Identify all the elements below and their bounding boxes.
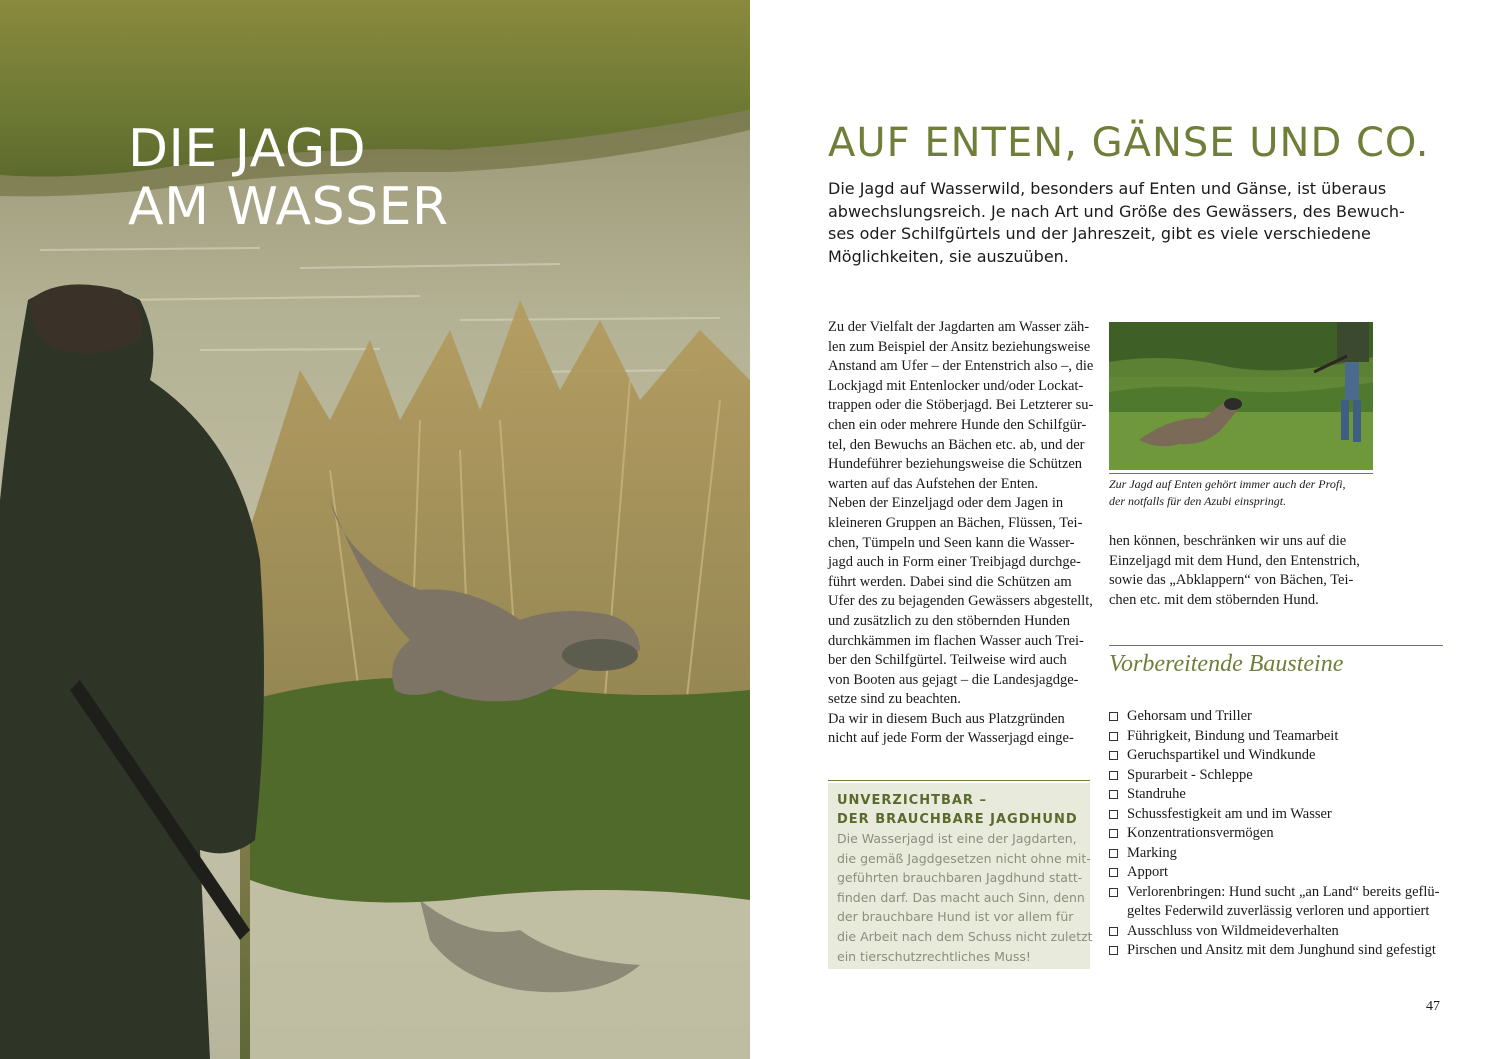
- section-heading: AUF ENTEN, GÄNSE UND CO.: [828, 120, 1430, 166]
- info-box-line: finden darf. Das macht auch Sinn, denn: [837, 889, 1085, 905]
- body-line: führt werden. Dabei sind die Schützen am: [828, 573, 1072, 590]
- body-line: warten auf das Aufstehen der Enten.: [828, 475, 1039, 492]
- body-line: Ufer des zu bejagenden Gewässers abgestellt,: [828, 593, 1093, 610]
- info-box-line: ein tierschutzrechtliches Muss!: [837, 948, 1031, 964]
- checklist-item: [1109, 941, 1439, 961]
- checklist-item: [1109, 727, 1439, 747]
- info-box-title-line: UNVERZICHTBAR –: [837, 793, 987, 808]
- checkbox-icon: [1109, 732, 1118, 741]
- checklist-item-label: Ausschluss von Wildmeideverhalten: [1127, 922, 1339, 939]
- body-line: Lockjagd mit Entenlocker und/oder Lockat-: [828, 377, 1084, 394]
- checklist-item: [1109, 824, 1439, 844]
- checklist-item-label: Schussfestigkeit am und im Wasser: [1127, 805, 1332, 822]
- info-box-title: [837, 791, 1078, 829]
- checklist-item: [1109, 766, 1439, 786]
- checkbox-icon: [1109, 829, 1118, 838]
- body-line: setze sind zu beachten.: [828, 691, 961, 708]
- body-line: chen ein oder mehrere Hunde den Schilfgür-: [828, 416, 1087, 433]
- body-line: von Booten aus gejagt – die Landesjagdge-: [828, 671, 1079, 688]
- checklist-item: [1109, 785, 1439, 805]
- checklist-item: [1109, 863, 1439, 883]
- checkbox-icon: [1109, 946, 1118, 955]
- info-box-title-line: DER BRAUCHBARE JAGDHUND: [837, 812, 1078, 827]
- info-box-text: [837, 829, 1093, 966]
- inset-photo-illustration: [1109, 322, 1373, 470]
- chapter-title: [128, 120, 449, 236]
- body-line: Einzeljagd mit dem Hund, den Entenstrich,: [1109, 552, 1360, 569]
- body-line: Da wir in diesem Buch aus Platzgründen: [828, 710, 1065, 727]
- body-line: tel, den Bewuchs an Bächen etc. ab, und der: [828, 436, 1085, 453]
- info-box-line: geführten brauchbaren Jagdhund statt-: [837, 870, 1083, 886]
- checklist-item-label: Standruhe: [1127, 786, 1186, 802]
- checkbox-icon: [1109, 810, 1118, 819]
- checklist-item-label: Apport: [1127, 864, 1169, 880]
- body-line: hen können, beschränken wir uns auf die: [1109, 533, 1347, 549]
- sidebar-rule: [1109, 645, 1443, 646]
- page-number: 47: [1426, 999, 1440, 1014]
- lead-paragraph: [828, 178, 1438, 268]
- body-line: sowie das „Abklappern“ von Bächen, Tei-: [1109, 572, 1354, 589]
- checklist-item-label: Konzentrationsvermögen: [1127, 825, 1274, 841]
- checkbox-icon: [1109, 849, 1118, 858]
- checklist-item: [1109, 707, 1439, 727]
- checkbox-icon: [1109, 790, 1118, 799]
- checklist-item-label: Marking: [1127, 844, 1177, 861]
- checklist-item-label: Geruchspartikel und Windkunde: [1127, 747, 1316, 763]
- caption-rule: [1109, 473, 1373, 474]
- checkbox-icon: [1109, 927, 1118, 936]
- checklist: [1109, 707, 1439, 961]
- body-line: durchkämmen im flachen Wasser auch Trei-: [828, 632, 1084, 649]
- body-line: kleineren Gruppen an Bächen, Flüssen, Tei-: [828, 514, 1083, 531]
- body-line: Anstand am Ufer – der Entenstrich also –, die: [828, 358, 1094, 375]
- body-line: jagd auch in Form einer Treibjagd durchge-: [828, 554, 1081, 571]
- checklist-item: [1109, 922, 1439, 942]
- info-box: [828, 783, 1093, 969]
- checklist-item: [1109, 746, 1439, 766]
- inset-photo-dog-retrieving: [1109, 322, 1373, 470]
- body-line: chen etc. mit dem stöbernden Hund.: [1109, 591, 1319, 608]
- text-page: [750, 0, 1500, 1059]
- body-line: nicht auf jede Form der Wasserjagd einge-: [828, 730, 1074, 747]
- checkbox-icon: [1109, 888, 1118, 897]
- caption-line: der notfalls für den Azubi einspringt.: [1109, 493, 1287, 508]
- checkbox-icon: [1109, 868, 1118, 877]
- checklist-item-label: Gehorsam und Triller: [1127, 708, 1252, 724]
- caption-line: Zur Jagd auf Enten gehört immer auch der Profi,: [1109, 477, 1346, 491]
- checklist-item-label: Verlorenbringen: Hund sucht „an Land“ bereits geflü-: [1127, 883, 1440, 900]
- sidebar-heading: Vorbereitende Bausteine: [1109, 651, 1344, 677]
- body-line: Hundeführer beziehungsweise die Schützen: [828, 456, 1083, 473]
- checklist-item-continuation: geltes Federwild zuverlässig verloren und apportiert: [1127, 903, 1430, 919]
- lead-line: abwechslungsreich. Je nach Art und Größe des Gewässers, des Bewuch-: [828, 201, 1405, 221]
- info-box-line: der brauchbare Hund ist vor allem für: [837, 909, 1074, 925]
- body-line: und zusätzlich zu den stöbernden Hunden: [828, 612, 1070, 629]
- checkbox-icon: [1109, 771, 1118, 780]
- info-box-line: Die Wasserjagd ist eine der Jagdarten,: [837, 831, 1077, 846]
- lead-line: ses oder Schilfgürtels und der Jahreszeit, gibt es viele verschiedene: [828, 224, 1371, 243]
- body-line: Zu der Vielfalt der Jagdarten am Wasser zäh-: [828, 319, 1090, 335]
- checklist-item-label: Pirschen und Ansitz mit dem Junghund sind gefestigt: [1127, 942, 1436, 958]
- body-line: Neben der Einzeljagd oder dem Jagen in: [828, 495, 1064, 512]
- chapter-title-line: AM WASSER: [128, 177, 449, 237]
- body-line: len zum Beispiel der Ansitz beziehungsweise: [828, 338, 1091, 355]
- photo-caption: [1109, 476, 1346, 509]
- checklist-item-label: Spurarbeit - Schleppe: [1127, 766, 1253, 783]
- checkbox-icon: [1109, 751, 1118, 760]
- checklist-item: [1109, 805, 1439, 825]
- lead-line: Die Jagd auf Wasserwild, besonders auf Enten und Gänse, ist überaus: [828, 179, 1387, 198]
- checklist-item: [1109, 844, 1439, 864]
- checklist-item-label: Führigkeit, Bindung und Teamarbeit: [1127, 727, 1339, 744]
- info-box-line: die gemäß Jagdgesetzen nicht ohne mit-: [837, 850, 1091, 866]
- body-column-2: [1109, 532, 1360, 610]
- body-line: trappen oder die Stöberjagd. Bei Letzterer su-: [828, 397, 1094, 414]
- body-line: chen, Tümpeln und Seen kann die Wasser-: [828, 534, 1075, 551]
- lead-line: Möglichkeiten, sie auszuüben.: [828, 246, 1069, 266]
- checklist-item: [1109, 883, 1439, 922]
- info-box-line: die Arbeit nach dem Schuss nicht zuletzt: [837, 928, 1093, 944]
- info-box-rule: [828, 780, 1090, 781]
- body-column-1: [828, 318, 1093, 749]
- body-line: ber den Schilfgürtel. Teilweise wird auch: [828, 652, 1067, 669]
- checkbox-icon: [1109, 712, 1118, 721]
- chapter-title-line: DIE JAGD: [128, 119, 367, 179]
